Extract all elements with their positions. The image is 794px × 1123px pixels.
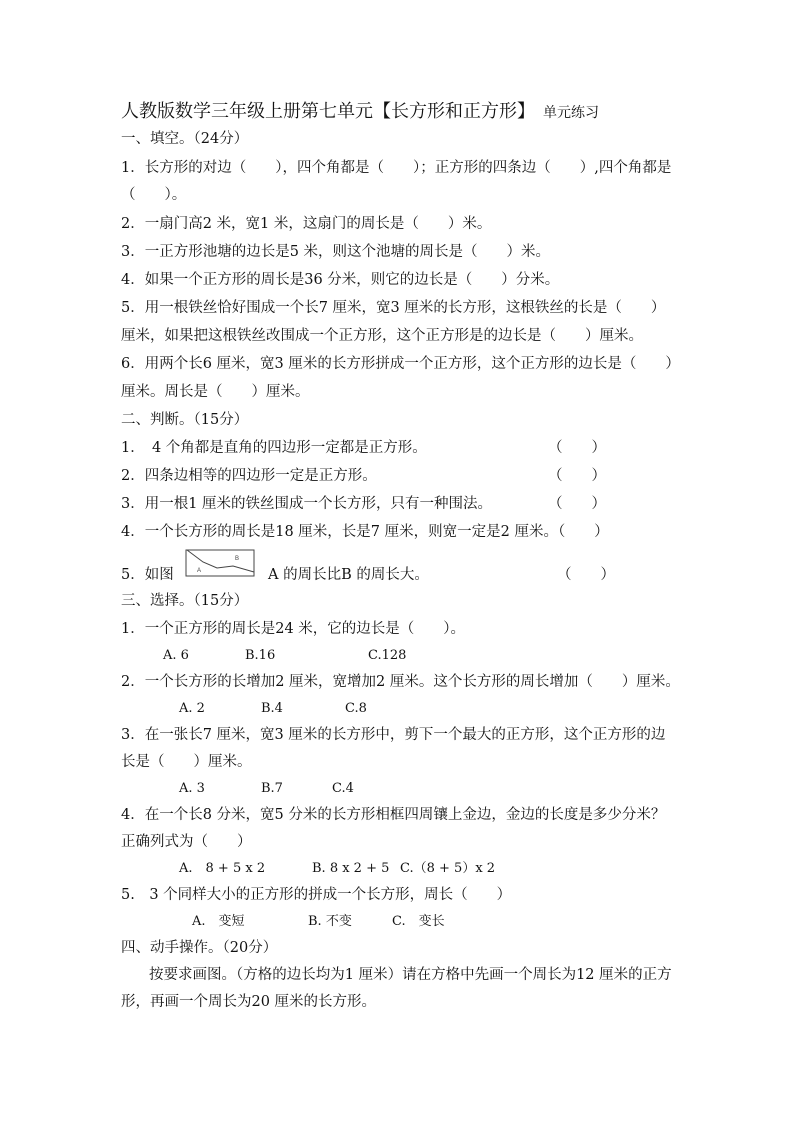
choice-q5-option-c: C. 变长 xyxy=(392,914,445,929)
section-choice-heading: 三、选择。（15分） xyxy=(121,593,249,609)
choice-q4-option-b: B. 8 x 2 + 5 xyxy=(312,861,390,876)
judge-q5-figure xyxy=(185,548,257,578)
judge-q2-answer-paren: （ ） xyxy=(548,468,606,484)
title-main: 人教版数学三年级上册第七单元【长方形和正方形】 xyxy=(121,101,535,122)
choice-q4-line1: 4．在一个长8 分米，宽5 分米的长方形相框四周镶上金边，金边的长度是多少分米？ xyxy=(121,807,666,823)
choice-q2-option-c: C.8 xyxy=(345,701,367,716)
fill-q2: 2．一扇门高2 米，宽1 米，这扇门的周长是（ ）米。 xyxy=(121,216,492,232)
judge-q5-prefix: 5．如图 xyxy=(121,567,174,583)
choice-q4-option-a: A. 8 + 5 x 2 xyxy=(179,861,266,876)
choice-q4-line2: 正确列式为（ ） xyxy=(121,834,252,850)
section-draw-heading: 四、动手操作。（20分） xyxy=(121,940,278,956)
choice-q2-option-b: B.4 xyxy=(261,701,283,716)
fill-q5-line2: 厘米，如果把这根铁丝改围成一个正方形，这个正方形是的边长是（ ）厘米。 xyxy=(121,328,643,344)
choice-q3-line1: 3．在一张长7 厘米，宽3 厘米的长方形中，剪下一个最大的正方形，这个正方形的边 xyxy=(121,727,666,743)
title-sub: 单元练习 xyxy=(543,105,599,121)
choice-q1-option-c: C.128 xyxy=(368,648,407,663)
choice-q5-option-a: A. 变短 xyxy=(192,914,245,929)
fill-q3: 3．一正方形池塘的边长是5 米，则这个池塘的周长是（ ）米。 xyxy=(121,244,551,260)
judge-q3: 3．用一根1 厘米的铁丝围成一个长方形，只有一种围法。 xyxy=(121,496,493,512)
choice-q5: 5. 3 个同样大小的正方形的拼成一个长方形，周长（ ） xyxy=(121,887,512,903)
choice-q3-option-b: B.7 xyxy=(261,781,283,796)
fill-q4: 4．如果一个正方形的周长是36 分米，则它的边长是（ ）分米。 xyxy=(121,272,560,288)
fill-q1-line2: （ ）。 xyxy=(121,187,187,203)
choice-q1-option-a: A. 6 xyxy=(163,648,189,663)
fill-q6-line2: 厘米。周长是（ ）厘米。 xyxy=(121,384,310,400)
judge-q3-answer-paren: （ ） xyxy=(548,496,606,512)
choice-q4-option-c: C.（8 + 5）x 2 xyxy=(400,861,496,876)
fill-q1-line1: 1．长方形的对边（ ），四个角都是（ ）；正方形的四条边（ ）,四个角都是 xyxy=(121,160,672,176)
choice-q3-option-c: C.4 xyxy=(332,781,354,796)
fill-q6-line1: 6．用两个长6 厘米，宽3 厘米的长方形拼成一个正方形，这个正方形的边长是（ ） xyxy=(121,356,680,372)
choice-q3-option-a: A. 3 xyxy=(179,781,205,796)
figure-label-b: B xyxy=(235,556,240,562)
fill-q5-line1: 5．用一根铁丝恰好围成一个长7 厘米，宽3 厘米的长方形，这根铁丝的长是（ ） xyxy=(121,300,666,316)
judge-q5-answer-paren: （ ） xyxy=(557,567,615,583)
judge-q4: 4．一个长方形的周长是18 厘米，长是7 厘米，则宽一定是2 厘米。（ ） xyxy=(121,524,609,540)
judge-q5-suffix: A 的周长比B 的周长大。 xyxy=(268,567,429,583)
choice-q1-option-b: B.16 xyxy=(245,648,276,663)
choice-q3-line2: 长是（ ）厘米。 xyxy=(121,754,252,770)
judge-q1-answer-paren: （ ） xyxy=(548,440,606,456)
judge-q2: 2．四条边相等的四边形一定是正方形。 xyxy=(121,468,377,484)
choice-q2: 2．一个长方形的长增加2 厘米，宽增加2 厘米。这个长方形的周长增加（ ）厘米。 xyxy=(121,674,680,690)
choice-q2-option-a: A. 2 xyxy=(179,701,205,716)
section-judge-heading: 二、判断。（15分） xyxy=(121,412,249,428)
judge-q1: 1． 4 个角都是直角的四边形一定都是正方形。 xyxy=(121,440,427,456)
draw-instruction-line2: 形，再画一个周长为20 厘米的长方形。 xyxy=(121,994,377,1010)
choice-q1: 1．一个正方形的周长是24 米，它的边长是（ ）。 xyxy=(121,621,466,637)
figure-label-a: A xyxy=(197,568,202,574)
choice-q5-option-b: B. 不变 xyxy=(308,914,352,929)
page-title xyxy=(121,100,599,125)
draw-instruction-line1: 按要求画图。（方格的边长均为1 厘米）请在方格中先画一个周长为12 厘米的正方 xyxy=(149,967,672,983)
section-fill-heading: 一、填空。（24分） xyxy=(121,131,249,147)
